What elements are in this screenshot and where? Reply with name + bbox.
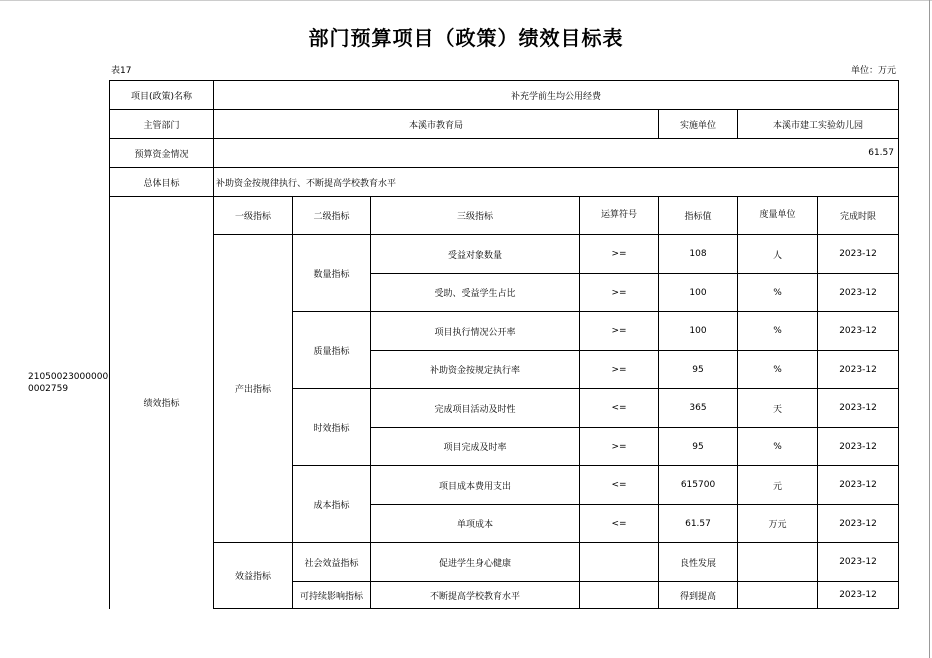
group-timeliness: 时效指标 <box>293 389 371 466</box>
funds-label: 预算资金情况 <box>110 139 214 168</box>
indicator-unit: 天 <box>738 389 818 428</box>
page-right-border <box>929 0 930 658</box>
indicator-value: 100 <box>659 274 738 312</box>
group-quality: 质量指标 <box>293 312 371 389</box>
indicator-op: >= <box>580 274 659 312</box>
indicator-name: 完成项目活动及时性 <box>371 389 580 428</box>
indicator-value: 得到提高 <box>659 582 738 609</box>
funds-value: 61.57 <box>214 139 899 168</box>
indicator-op <box>580 543 659 582</box>
indicator-unit: 元 <box>738 466 818 505</box>
dept-value: 本溪市教育局 <box>214 110 659 139</box>
goal-value: 补助资金按规律执行、不断提高学校教育水平 <box>214 168 899 197</box>
dept-label: 主管部门 <box>110 110 214 139</box>
header-op: 运算符号 <box>580 197 659 235</box>
indicator-name: 受益对象数量 <box>371 235 580 274</box>
indicator-value: 100 <box>659 312 738 351</box>
indicator-deadline: 2023-12 <box>818 274 899 312</box>
header-l3: 三级指标 <box>371 197 580 235</box>
project-name-value: 补充学前生均公用经费 <box>214 81 899 110</box>
header-l1: 一级指标 <box>214 197 293 235</box>
indicator-unit: % <box>738 428 818 466</box>
indicator-deadline: 2023-12 <box>818 428 899 466</box>
indicator-name: 不断提高学校教育水平 <box>371 582 580 609</box>
dept-row <box>110 110 899 139</box>
group-quantity: 数量指标 <box>293 235 371 312</box>
indicator-deadline: 2023-12 <box>818 543 899 582</box>
indicator-unit: 万元 <box>738 505 818 543</box>
indicator-name: 项目完成及时率 <box>371 428 580 466</box>
indicator-op: <= <box>580 466 659 505</box>
group-social: 社会效益指标 <box>293 543 371 582</box>
group-sustain: 可持续影响指标 <box>293 582 371 609</box>
impl-value: 本溪市建工实验幼儿园 <box>738 110 899 139</box>
header-unit: 度量单位 <box>738 197 818 235</box>
indicator-name: 项目执行情况公开率 <box>371 312 580 351</box>
indicator-deadline: 2023-12 <box>818 235 899 274</box>
header-value: 指标值 <box>659 197 738 235</box>
group-cost: 成本指标 <box>293 466 371 543</box>
indicator-deadline: 2023-12 <box>818 582 899 609</box>
impl-label: 实施单位 <box>659 110 738 139</box>
table-row <box>110 543 899 582</box>
indicator-op: <= <box>580 505 659 543</box>
indicator-unit: 人 <box>738 235 818 274</box>
project-code: 210500230000000002759 <box>28 372 109 394</box>
indicator-unit: % <box>738 274 818 312</box>
group-output: 产出指标 <box>214 235 293 543</box>
funds-row <box>110 139 899 168</box>
indicator-op: >= <box>580 428 659 466</box>
indicator-unit <box>738 543 818 582</box>
header-row <box>110 197 899 235</box>
table-row <box>110 235 899 274</box>
indicator-deadline: 2023-12 <box>818 389 899 428</box>
indicator-unit: % <box>738 351 818 389</box>
indicator-deadline: 2023-12 <box>818 312 899 351</box>
indicator-name: 促进学生身心健康 <box>371 543 580 582</box>
indicator-op: <= <box>580 389 659 428</box>
indicator-name: 项目成本费用支出 <box>371 466 580 505</box>
indicator-unit: % <box>738 312 818 351</box>
table-number: 表17 <box>111 66 132 76</box>
indicator-value: 95 <box>659 351 738 389</box>
header-l2: 二级指标 <box>293 197 371 235</box>
performance-table <box>109 80 899 609</box>
indicator-deadline: 2023-12 <box>818 466 899 505</box>
indicator-op: >= <box>580 351 659 389</box>
unit-label: 单位：万元 <box>850 66 896 76</box>
indicator-value: 365 <box>659 389 738 428</box>
indicator-op: >= <box>580 312 659 351</box>
indicator-value: 615700 <box>659 466 738 505</box>
indicator-deadline: 2023-12 <box>818 351 899 389</box>
group-benefit: 效益指标 <box>214 543 293 609</box>
indicator-unit <box>738 582 818 609</box>
indicator-deadline: 2023-12 <box>818 505 899 543</box>
indicator-op: >= <box>580 235 659 274</box>
project-name-label: 项目(政策)名称 <box>110 81 214 110</box>
page-top-border <box>0 0 932 1</box>
goal-label: 总体目标 <box>110 168 214 197</box>
indicator-name: 受助、受益学生占比 <box>371 274 580 312</box>
project-name-row <box>110 81 899 110</box>
header-deadline: 完成时限 <box>818 197 899 235</box>
perf-label: 绩效指标 <box>110 197 214 609</box>
indicator-value: 良性发展 <box>659 543 738 582</box>
indicator-value: 108 <box>659 235 738 274</box>
indicator-value: 61.57 <box>659 505 738 543</box>
indicator-op <box>580 582 659 609</box>
indicator-name: 单项成本 <box>371 505 580 543</box>
indicator-value: 95 <box>659 428 738 466</box>
goal-row <box>110 168 899 197</box>
indicator-name: 补助资金按规定执行率 <box>371 351 580 389</box>
page-title: 部门预算项目（政策）绩效目标表 <box>308 26 624 50</box>
